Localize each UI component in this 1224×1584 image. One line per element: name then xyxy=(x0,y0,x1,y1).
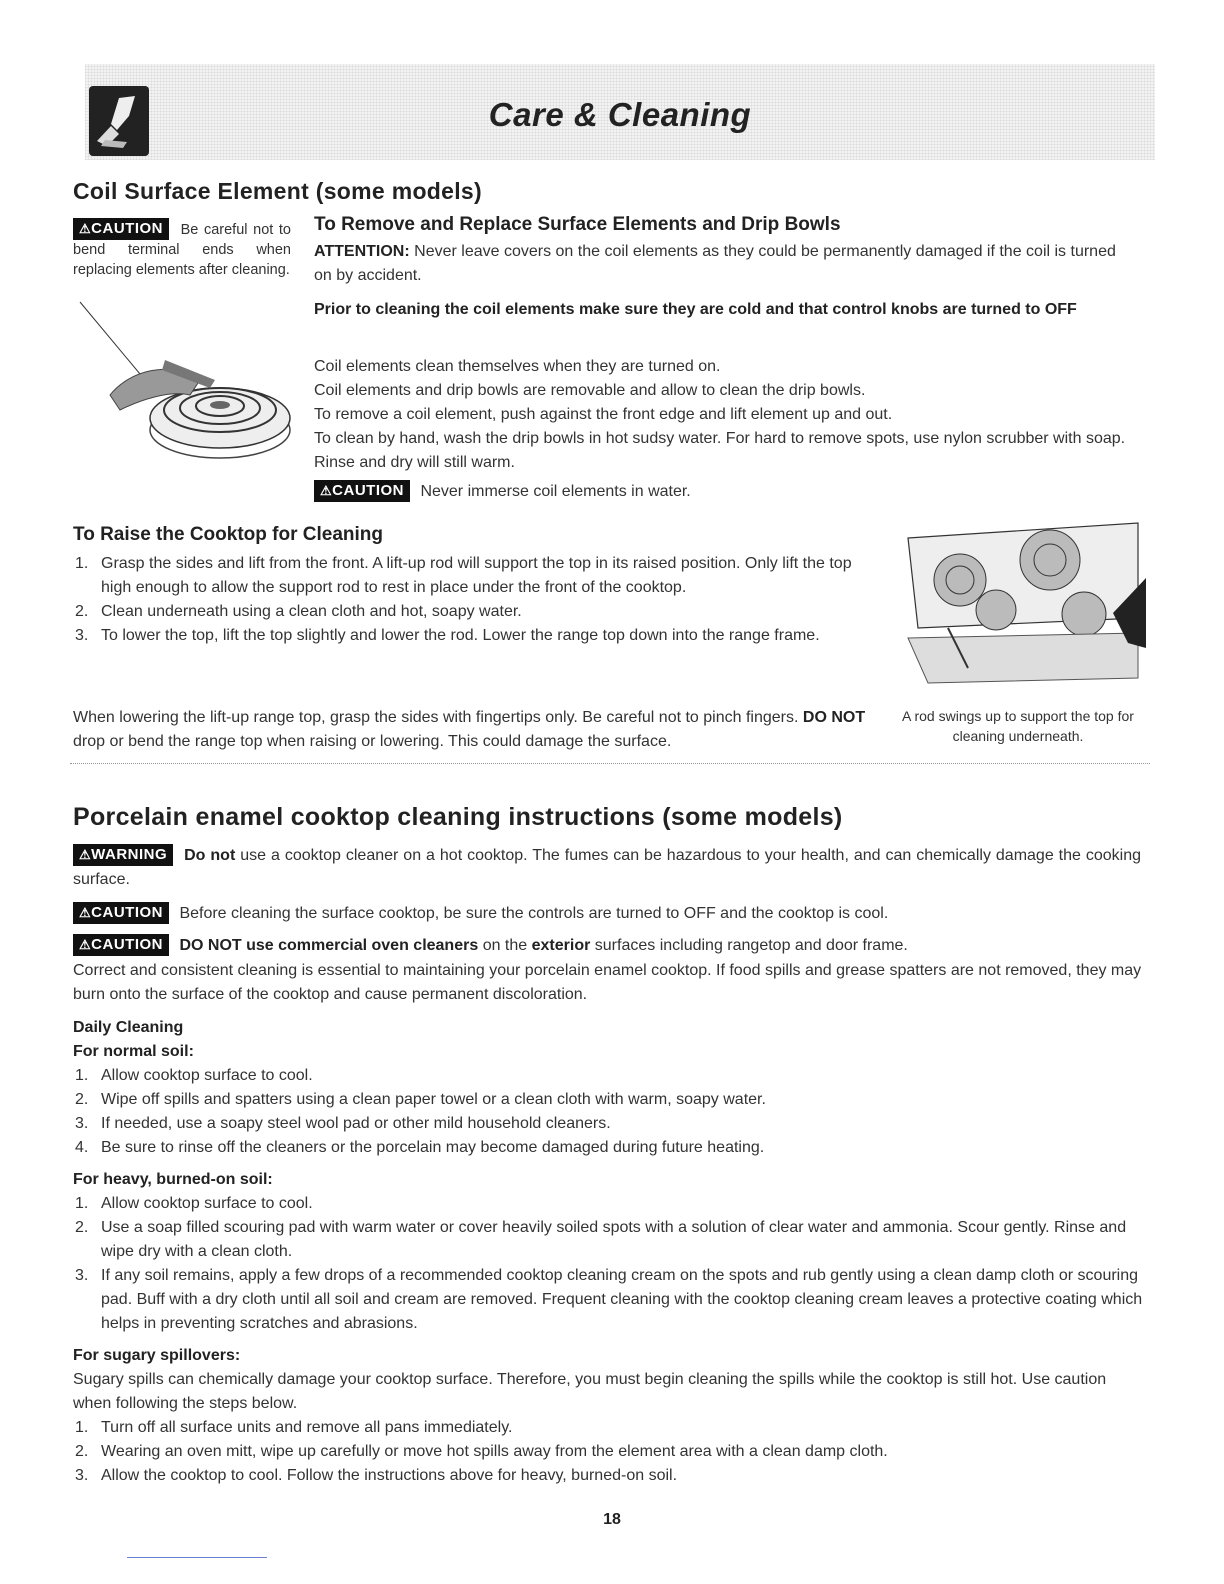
normal-soil-heading: For normal soil: xyxy=(73,1043,194,1060)
coil-line: Coil elements clean themselves when they are turned on. xyxy=(314,358,721,375)
porcelain-caution-a xyxy=(73,902,1141,926)
list-item: 3. If any soil remains, apply a few drops of a recommended cooktop cleaning cream on the spots and rub gently using a clean damp cloth or scouring pad. Buff with a dry cloth until all soil and cream are removed. Frequent cleaning with the cooktop cleaning cream leaves a protective coating which helps in preventing scratches and abrasions. xyxy=(75,1267,1143,1332)
coil-instructions xyxy=(314,355,1134,475)
porcelain-intro: Correct and consistent cleaning is essential to maintaining your porcelain enamel cooktop. If food spills and grease spatters are not removed, they may burn onto the surface of the cooktop and cause permanent discoloration. xyxy=(73,962,1142,1003)
caution-badge xyxy=(314,480,410,502)
warning-triangle-icon: ⚠ xyxy=(320,483,333,498)
warning-badge xyxy=(73,844,173,866)
coil-line: To remove a coil element, push against the front edge and lift element up and out. xyxy=(314,406,893,423)
warning-triangle-icon: ⚠ xyxy=(79,905,92,920)
caution-badge xyxy=(73,934,169,956)
caution-bold: DO NOT use commercial oven cleaners xyxy=(179,937,479,954)
sugary-steps xyxy=(73,1416,1143,1488)
caution-bold: exterior xyxy=(531,937,591,954)
attention-text: Never leave covers on the coil elements as they could be permanently damaged if the coil is turned on by accident. xyxy=(314,243,1116,284)
illustration-caption: A rod swings up to support the top for cleaning underneath. xyxy=(902,708,1134,744)
raise-steps xyxy=(73,552,878,648)
list-item: 1. Allow cooktop surface to cool. xyxy=(75,1067,313,1084)
caution-text: on the xyxy=(482,937,528,954)
prior-warning: Prior to cleaning the coil elements make sure they are cold and that control knobs are turned to OFF xyxy=(314,301,1077,318)
raise-cooktop-heading: To Raise the Cooktop for Cleaning xyxy=(73,524,383,545)
footer-rule xyxy=(127,1557,267,1558)
caution-badge xyxy=(73,218,169,240)
list-item: 1. Allow cooktop surface to cool. xyxy=(75,1195,313,1212)
daily-cleaning-heading: Daily Cleaning xyxy=(73,1019,184,1036)
warning-badge-label: WARNING xyxy=(91,846,168,863)
list-item: 3. If needed, use a soapy steel wool pad or other mild household cleaners. xyxy=(75,1115,611,1132)
warning-text: use a cooktop cleaner on a hot cooktop. The fumes can be hazardous to your health, and can chemically damage the cooking surface. xyxy=(73,847,1142,888)
coil-line: To clean by hand, wash the drip bowls in hot sudsy water. For hard to remove spots, use nylon scrubber with soap. Rinse and dry will still warm. xyxy=(314,430,1126,471)
remove-replace-heading: To Remove and Replace Surface Elements and Drip Bowls xyxy=(314,214,841,235)
normal-soil-steps xyxy=(73,1064,1143,1160)
lowering-text: When lowering the lift-up range top, grasp the sides with fingertips only. Be careful not to pinch fingers. xyxy=(73,709,799,726)
do-not-label: DO NOT xyxy=(802,709,866,726)
sugary-intro: Sugary spills can chemically damage your cooktop surface. Therefore, you must begin cleaning the spills while the cooktop is still hot. Use caution when following the steps below. xyxy=(73,1371,1107,1412)
attention-label: ATTENTION: xyxy=(314,243,410,260)
lowering-text: drop or bend the range top when raising or lowering. This could damage the surface. xyxy=(73,733,672,750)
caution-badge-label: CAUTION xyxy=(91,220,163,237)
list-item: 2. Clean underneath using a clean cloth and hot, soapy water. xyxy=(75,603,522,620)
caution-badge xyxy=(73,902,169,924)
heavy-soil-heading: For heavy, burned-on soil: xyxy=(73,1171,273,1188)
coil-caution-note xyxy=(73,218,291,280)
warning-triangle-icon: ⚠ xyxy=(79,221,92,236)
porcelain-warning xyxy=(73,844,1141,892)
porcelain-section-heading: Porcelain enamel cooktop cleaning instructions (some models) xyxy=(73,803,843,831)
page-title: Care & Cleaning xyxy=(488,96,752,133)
coil-section-heading: Coil Surface Element (some models) xyxy=(73,178,482,204)
warning-triangle-icon: ⚠ xyxy=(79,847,92,862)
attention-paragraph xyxy=(314,240,1129,288)
cleaning-hand-icon xyxy=(89,86,149,156)
heavy-soil-steps xyxy=(73,1192,1148,1336)
list-item: 4. Be sure to rinse off the cleaners or the porcelain may become damaged during future heating. xyxy=(75,1139,765,1156)
caution-text: Before cleaning the surface cooktop, be sure the controls are turned to OFF and the cooktop is cool. xyxy=(179,905,889,922)
list-item: 1. Turn off all surface units and remove all pans immediately. xyxy=(75,1419,513,1436)
list-item: 3. To lower the top, lift the top slightly and lower the rod. Lower the range top down into the range frame. xyxy=(75,627,820,644)
caution-text: surfaces including rangetop and door frame. xyxy=(594,937,908,954)
coil-caution-2 xyxy=(314,480,914,504)
warning-triangle-icon: ⚠ xyxy=(79,937,92,952)
list-item: 2. Wearing an oven mitt, wipe up carefully or move hot spills away from the element area with a clean damp cloth. xyxy=(75,1443,888,1460)
list-item: 1. Grasp the sides and lift from the front. A lift-up rod will support the top in its raised position. Only lift the top high enough to allow the support rod to rest in place under the front of the cooktop. xyxy=(75,555,852,596)
sugary-heading: For sugary spillovers: xyxy=(73,1347,241,1364)
warning-lead: Do not xyxy=(184,847,236,864)
porcelain-caution-b xyxy=(73,934,1141,958)
caution-text: not to bend terminal ends when replacing elements after cleaning. xyxy=(73,222,291,278)
raised-cooktop-illustration xyxy=(888,518,1146,690)
section-divider xyxy=(70,763,1150,764)
list-item: 2. Use a soap filled scouring pad with warm water or cover heavily soiled spots with a solution of clear water and ammonia. Scour gently. Rinse and wipe dry with a clean cloth. xyxy=(75,1219,1127,1260)
list-item: 2. Wipe off spills and spatters using a clean paper towel or a clean cloth with warm, soapy water. xyxy=(75,1091,766,1108)
lowering-paragraph xyxy=(73,706,881,754)
caution-lead: Be careful xyxy=(180,222,248,238)
caution-badge-label: CAUTION xyxy=(332,482,404,499)
coil-element-illustration xyxy=(70,300,300,470)
caution-badge-label: CAUTION xyxy=(91,936,163,953)
page-number: 18 xyxy=(603,1511,621,1528)
list-item: 3. Allow the cooktop to cool. Follow the instructions above for heavy, burned-on soil. xyxy=(75,1467,678,1484)
caution-badge-label: CAUTION xyxy=(91,904,163,921)
caution-text: Never immerse coil elements in water. xyxy=(420,483,691,500)
coil-line: Coil elements and drip bowls are removable and allow to clean the drip bowls. xyxy=(314,382,866,399)
